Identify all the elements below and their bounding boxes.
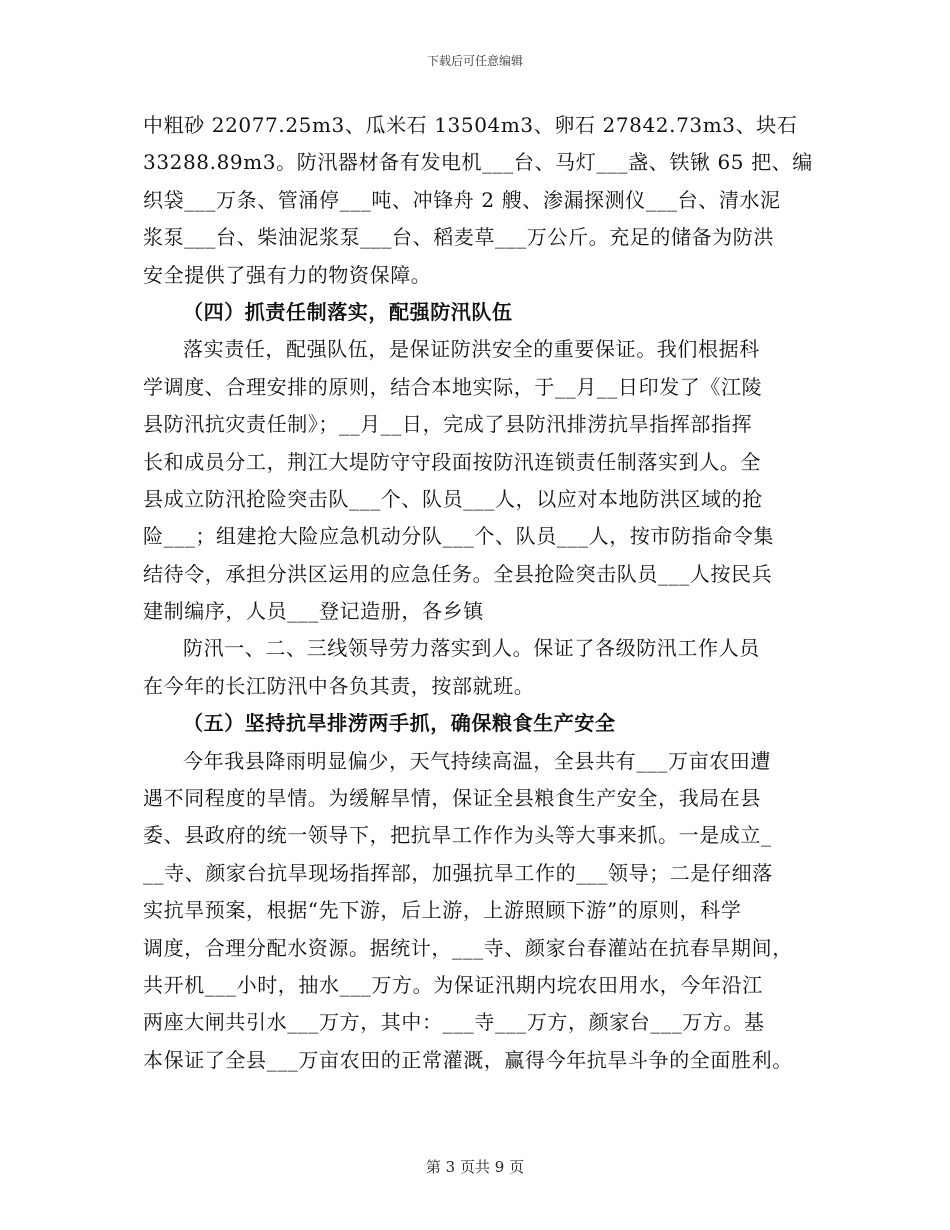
document-body [143, 107, 823, 1079]
text-line: 结待令，承担分洪区运用的应急任务。全县抢险突击队员___人按民兵 [143, 561, 773, 586]
text-line: 调度，合理分配水资源。据统计，___寺、颜家台春灌站在抗春旱期间， [143, 935, 793, 960]
text-line: 安全提供了强有力的物资保障。 [143, 262, 432, 287]
section-heading: （四）抓责任制落实，配强防汛队伍 [183, 299, 513, 324]
text-line: 实抗旱预案，根据“先下游，后上游，上游照顾下游”的原则，科学 [143, 898, 742, 923]
text-line: 今年我县降雨明显偏少，天气持续高温，全县共有___万亩农田遭 [183, 748, 771, 773]
text-line: 遇不同程度的旱情。为缓解旱情，保证全县粮食生产安全，我局在县 [143, 786, 761, 811]
text-line: 两座大闸共引水___万方，其中：___寺___万方，颜家台___万方。基 [143, 1010, 765, 1035]
text-line: 县防汛抗灾责任制》；__月__日，完成了县防汛排涝抗旱指挥部指挥 [143, 412, 753, 437]
text-line: 浆泵___台、柴油泥浆泵___台、稻麦草___万公斤。充足的储备为防洪 [143, 225, 774, 250]
page-footer: 第 3 页共 9 页 [425, 1158, 525, 1176]
page-header: 下载后可任意编辑 [426, 54, 523, 68]
text-line: 在今年的长江防汛中各负其责，按部就班。 [143, 673, 535, 698]
text-line: 防汛一、二、三线领导劳力落实到人。保证了各级防汛工作人员 [183, 636, 760, 661]
text-line: 33288.89m3。防汛器材备有发电机___台、马灯___盏、铁锹 65 把、编 [143, 150, 813, 175]
text-line: 建制编序，人员___登记造册，各乡镇 [143, 599, 484, 624]
section-heading: （五）坚持抗旱排涝两手抓，确保粮食生产安全 [183, 711, 616, 736]
text-line: 本保证了全县___万亩农田的正常灌溉，赢得今年抗旱斗争的全面胜利。 [143, 1047, 793, 1072]
text-line: 险___；组建抢大险应急机动分队___个、队员___人，按市防指命令集 [143, 524, 774, 549]
text-line: 落实责任，配强队伍，是保证防洪安全的重要保证。我们根据科 [183, 337, 760, 362]
text-line: 织袋___万条、管涌停___吨、冲锋舟 2 艘、渗漏探测仪___台、清水泥 [143, 187, 781, 212]
text-line: 中粗砂 22077.25m3、瓜米石 13504m3、卵石 27842.73m3、块石 [143, 113, 798, 137]
text-line: 长和成员分工，荆江大堤防守守段面按防汛连锁责任制落实到人。全 [143, 449, 761, 474]
text-line: __寺、颜家台抗旱现场指挥部，加强抗旱工作的___领导；二是仔细落 [143, 860, 773, 885]
text-line: 县成立防汛抢险突击队___个、队员___人，以应对本地防洪区域的抢 [143, 486, 763, 511]
text-line: 学调度、合理安排的原则，结合本地实际，于__月__日印发了《江陵 [143, 374, 763, 399]
text-line: 委、县政府的统一领导下，把抗旱工作作为头等大事来抓。一是成立_ [143, 823, 772, 848]
text-line: 共开机___小时，抽水___万方。为保证汛期内垸农田用水，今年沿江 [143, 972, 763, 997]
